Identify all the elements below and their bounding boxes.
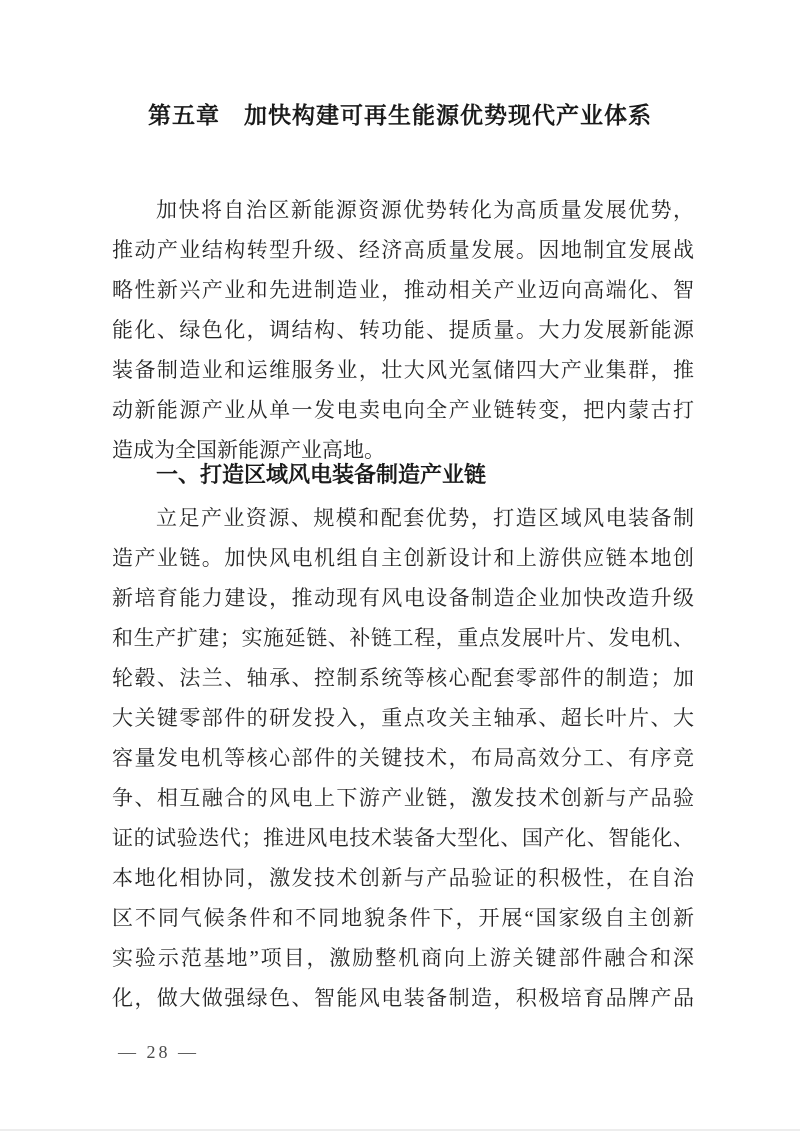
chapter-title: 第五章 加快构建可再生能源优势现代产业体系 [148,102,652,128]
body-text-line: 证的试验迭代；推进风电技术装备大型化、国产化、智能化、 [112,826,694,850]
body-text-line: 轮毂、法兰、轴承、控制系统等核心配套零部件的制造；加 [112,666,694,690]
body-text-line: 区不同气候条件和不同地貌条件下，开展“国家级自主创新 [112,906,694,930]
body-text-line: 推动产业结构转型升级、经济高质量发展。因地制宜发展战 [112,238,694,262]
body-text-line: 大关键零部件的研发投入，重点攻关主轴承、超长叶片、大 [112,706,694,730]
section-heading: 一、打造区域风电装备制造产业链 [156,462,487,487]
body-text-line: 容量发电机等核心部件的关键技术，布局高效分工、有序竞 [112,746,694,770]
body-text-line: 动新能源产业从单一发电卖电向全产业链转变，把内蒙古打 [112,398,694,422]
body-text-line: 造成为全国新能源产业高地。 [112,438,385,462]
body-text-line: 本地化相协同，激发技术创新与产品验证的积极性，在自治 [112,866,694,890]
body-text-line: 和生产扩建；实施延链、补链工程，重点发展叶片、发电机、 [112,626,694,650]
body-text-line: 化，做大做强绿色、智能风电装备制造，积极培育品牌产品 [112,986,694,1010]
page-number: — 28 — [118,1042,199,1062]
paragraph-1 [112,190,694,470]
body-text-line: 装备制造业和运维服务业，壮大风光氢储四大产业集群，推 [112,358,694,382]
body-text-line: 新培育能力建设，推动现有风电设备制造企业加快改造升级 [112,586,694,610]
body-text-line: 能化、绿色化，调结构、转功能、提质量。大力发展新能源 [112,318,694,342]
body-text-line: 加快将自治区新能源资源优势转化为高质量发展优势， [156,198,694,222]
body-text-line: 略性新兴产业和先进制造业，推动相关产业迈向高端化、智 [112,278,694,302]
paragraph-2 [112,498,694,1018]
body-text-line: 争、相互融合的风电上下游产业链，激发技术创新与产品验 [112,786,694,810]
body-text-line: 实验示范基地”项目，激励整机商向上游关键部件融合和深 [112,946,694,970]
body-text-line: 立足产业资源、规模和配套优势，打造区域风电装备制 [156,506,694,530]
body-text-line: 造产业链。加快风电机组自主创新设计和上游供应链本地创 [112,546,694,570]
